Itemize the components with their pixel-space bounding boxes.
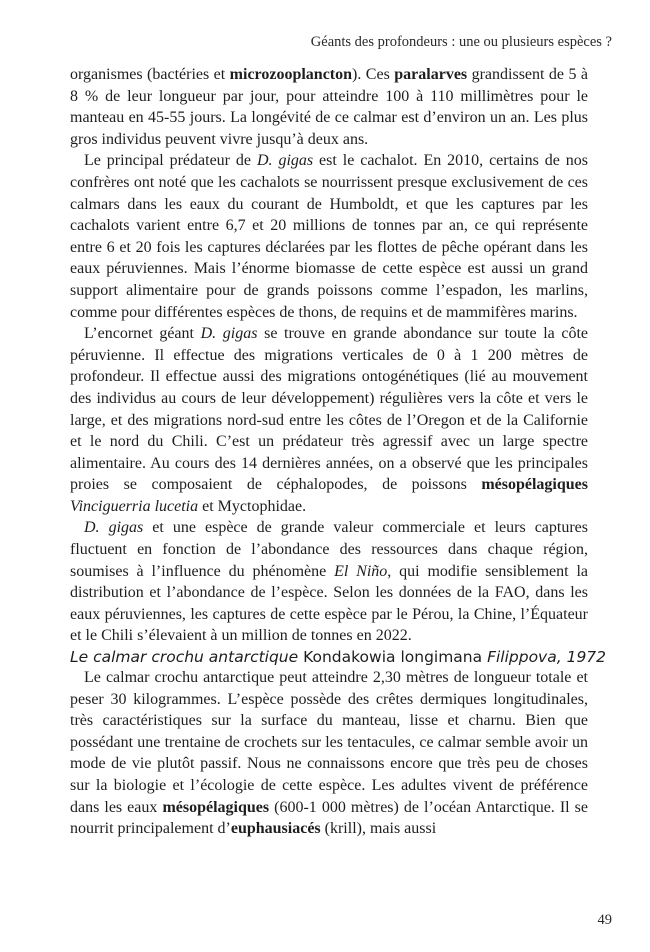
species-name: Vinciguerria lucetia xyxy=(70,497,199,515)
page-number: 49 xyxy=(597,912,612,928)
paragraph-4 xyxy=(70,517,588,647)
species-name: D. gigas xyxy=(200,325,258,343)
text-span: (600-1 000 mètres) de l’océan Antarctique. Il se nourrit principalement d’ xyxy=(70,798,588,838)
text-span: se trouve en grande abondance sur toute la côte péruvienne. Il effectue des migrations verticales de 0 à 1 200 mètres de profondeur. Il effectue aussi des migrations ontogénétiques (lié au mouvement des individus au cours de leur développement) régulières vers la côte et vers le large, et des migrations nord-sud entre les côtes de l’Oregon et de la Californie et le nord du Chili. C’est un prédateur très agressif avec un large spectre alimentaire. Au cours des 14 dernières années, on a observé que les principales proies se composaient de céphalopodes, de poissons xyxy=(70,325,589,494)
bold-term: paralarves xyxy=(394,66,468,83)
species-name: D. gigas xyxy=(256,152,314,170)
taxon-author: Filippova, 1972 xyxy=(487,648,607,667)
paragraph-5 xyxy=(70,667,588,840)
text-span: L’encornet géant xyxy=(84,325,201,343)
text-span: , qui modifie sensiblement la distribution et l’abondance de l’espèce. Selon les données de la FAO, dans les eaux péruviennes, les captures de cette espèce par le Pérou, la Chine, l’Équateur et le Chili s’élevaient à un million de tonnes en 2022. xyxy=(70,562,589,645)
section-subheading xyxy=(70,647,607,667)
text-span: grandissent de 5 à 8 % de leur longueur par jour, pour atteindre 100 à 110 millimètres pour le manteau en 45-55 jours. La longévité de ce calmar est d’environ un an. Les plus gros individus peuvent vivre jusqu’à deux ans. xyxy=(70,66,589,148)
text-span: Le calmar crochu antarctique peut atteindre 2,30 mètres de longueur totale et peser 30 kilogrammes. L’espèce possède des crêtes dermiques longitudinales, très caractéristiques sur la surface du manteau, lisse et charnu. Bien que possédant une trentaine de crochets sur les tentacules, ce calmar semble avoir un mode de vie plutôt passif. Nous ne connaissons encore que très peu de choses sur la biologie et l’écologie de cette espèce. Les adultes vivent de préférence dans les eaux xyxy=(70,669,588,816)
species-name: D. gigas xyxy=(84,519,144,537)
running-head: Géants des profondeurs : une ou plusieurs espèces ? xyxy=(310,34,612,50)
paragraph-3 xyxy=(70,323,588,517)
text-span: et une espèce de grande valeur commerciale et leurs captures fluctuent en fonction de l’abondance des ressources dans chaque région, soumises à l’influence du phénomène xyxy=(70,519,588,580)
text-span: et Myctophidae. xyxy=(198,497,307,515)
paragraph-2 xyxy=(70,150,588,323)
bold-term: mésopélagiques xyxy=(162,798,270,816)
bold-term: microzooplancton xyxy=(229,66,353,83)
text-span: (krill), mais aussi xyxy=(320,820,437,838)
common-name: Le calmar crochu antarctique xyxy=(70,648,299,667)
text-span: Le principal prédateur de xyxy=(84,152,257,170)
text-span: est le cachalot. En 2010, certains de nos confrères ont noté que les cachalots se nourrissent presque exclusivement de ces calmars dans les eaux du courant de Humboldt, et que les captures par les cachalots varient entre 6,7 et 20 millions de tonnes par an, ce qui représente entre 6 et 20 fois les captures déclarées par les flottes de pêche opérant dans les eaux péruviennes. Mais l’énorme biomasse de cette espèce est aussi un grand support alimentaire pour de grands poissons comme l’espadon, les marlins, comme pour différentes espèces de thons, de requins et de mammifères marins. xyxy=(70,152,589,321)
text-span: organismes (bactéries et xyxy=(70,66,230,83)
body-text xyxy=(70,64,607,840)
scientific-name: Kondakowia longimana xyxy=(298,648,488,667)
phenomenon-name: El Niño xyxy=(334,562,388,580)
bold-term: mésopélagiques xyxy=(481,476,588,494)
paragraph-1 xyxy=(70,64,588,150)
text-span: ). Ces xyxy=(352,66,395,83)
bold-term: euphausiacés xyxy=(230,820,321,838)
